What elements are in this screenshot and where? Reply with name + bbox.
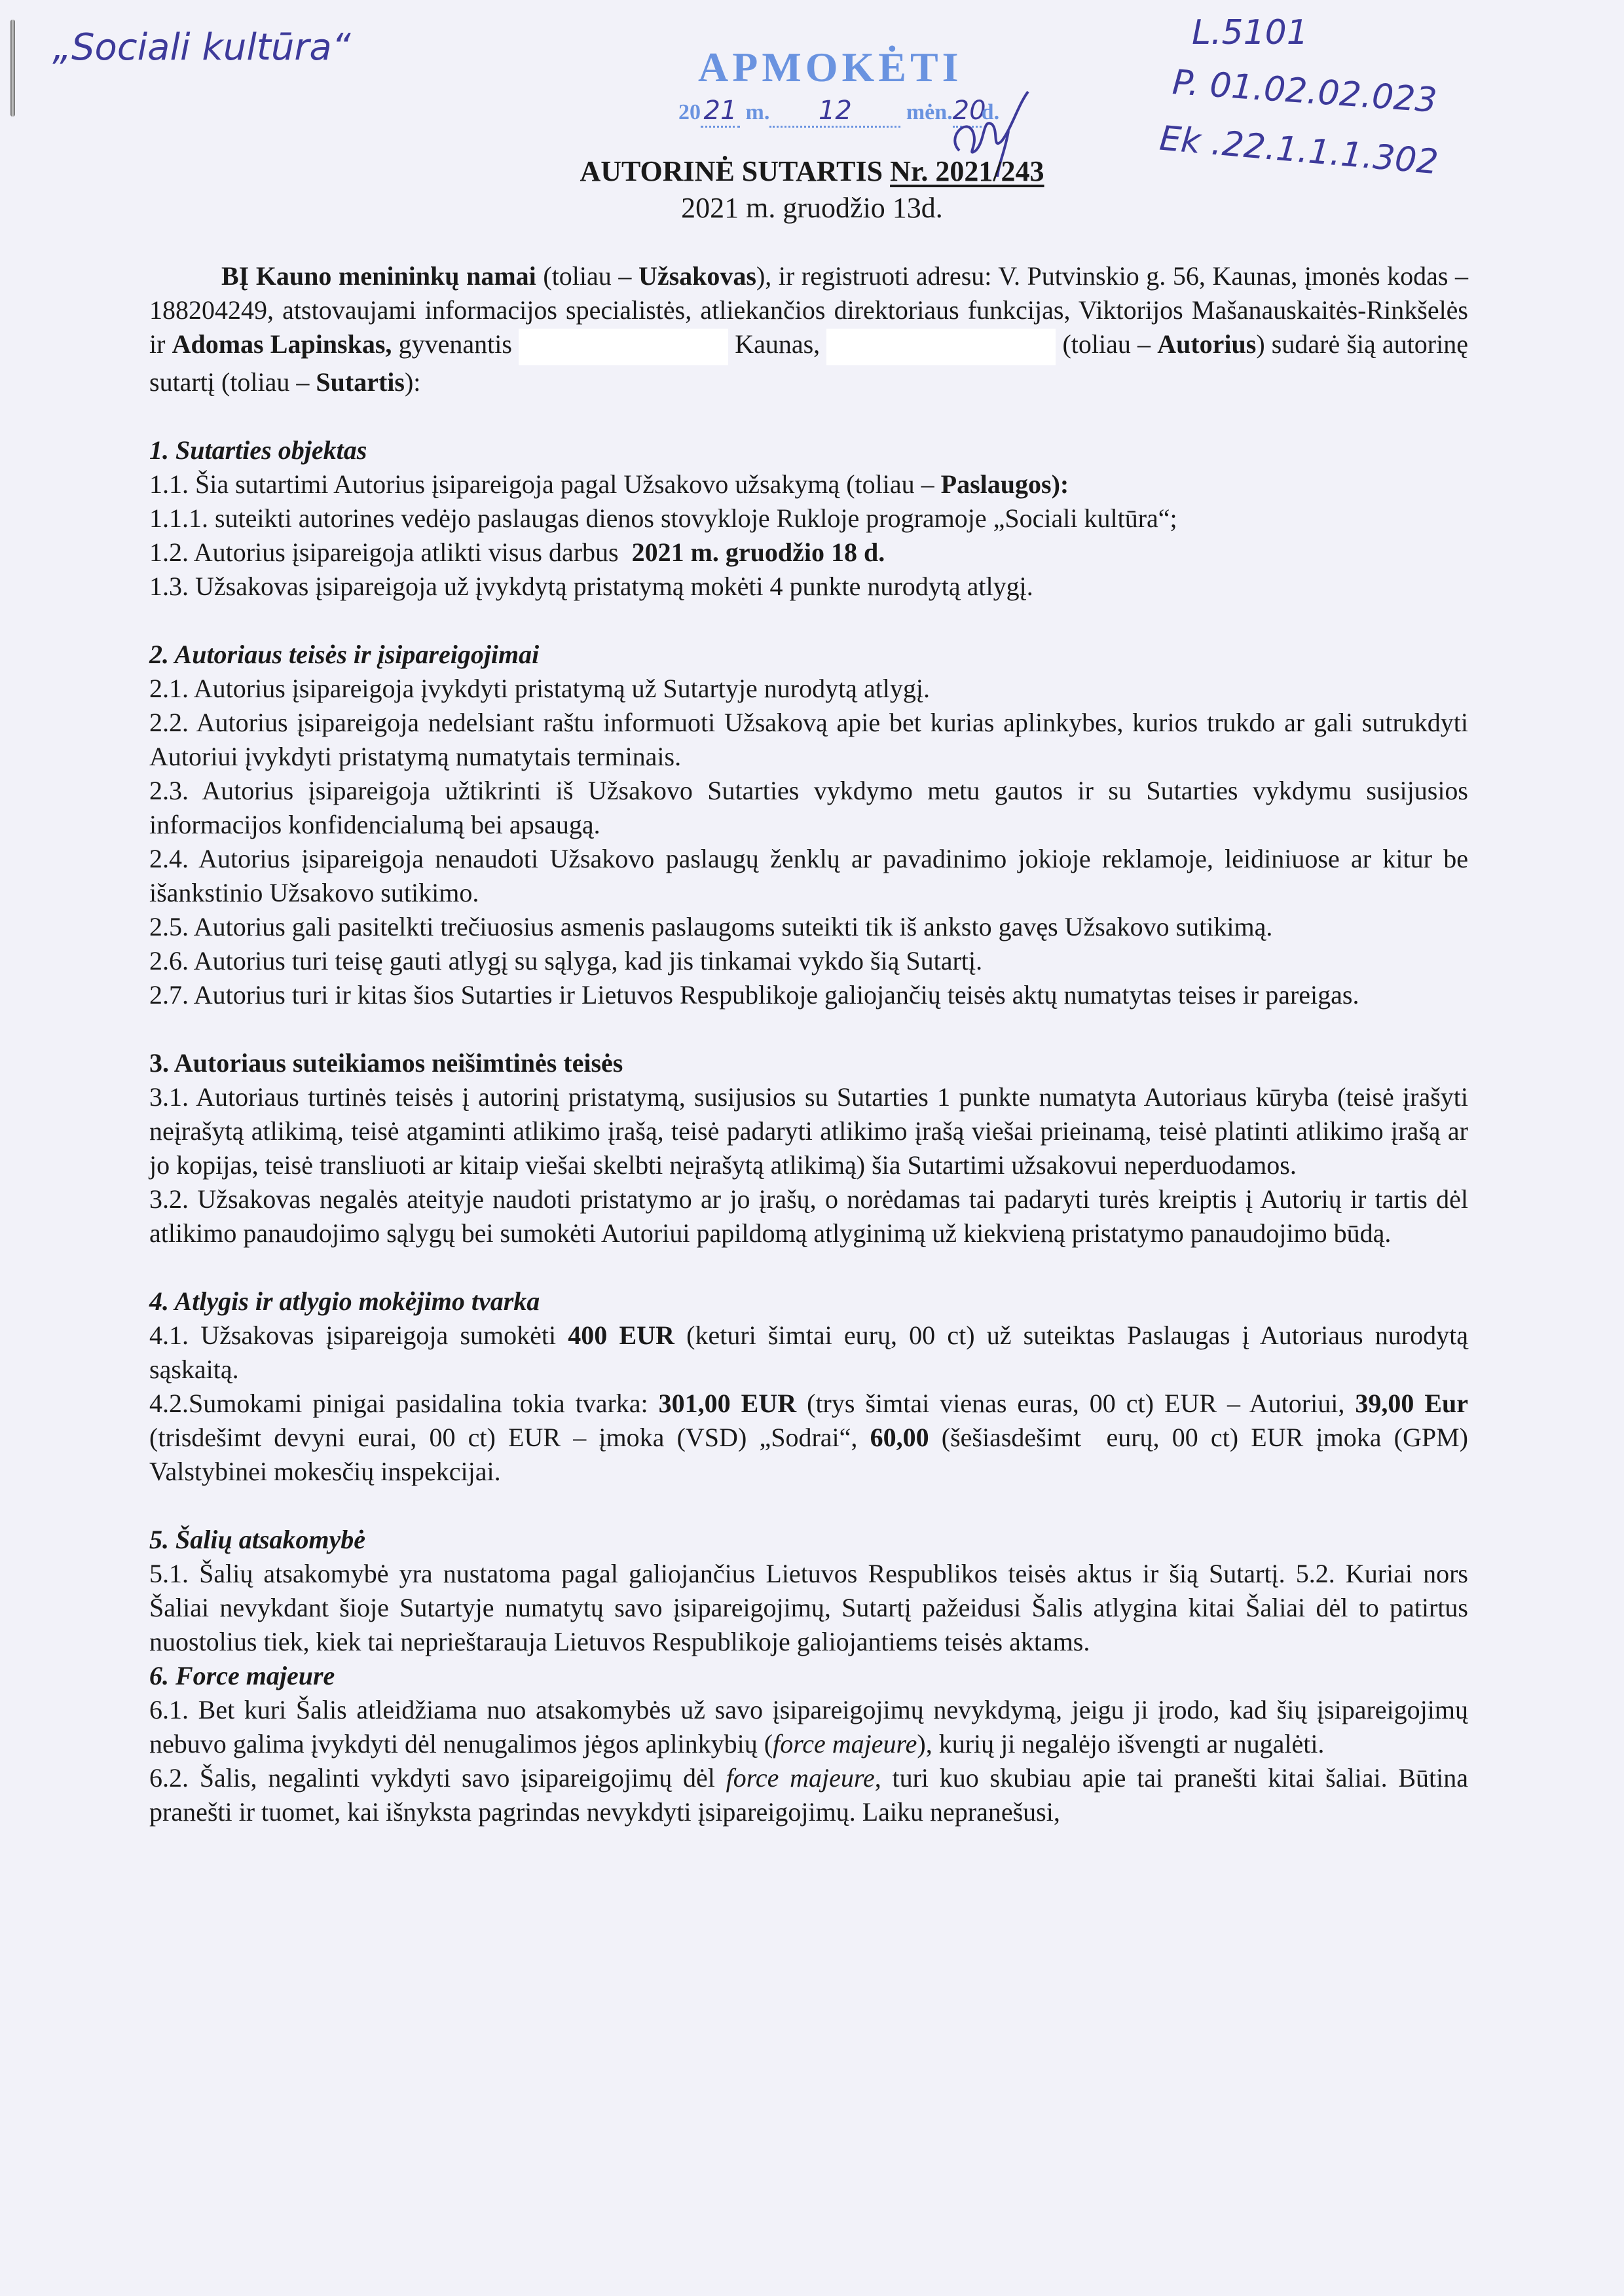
clause-1-1-1: 1.1.1. suteikti autorines vedėjo paslaugas dienos stovykloje Rukloje programoje „Sociali kultūra“; <box>149 503 1177 533</box>
clause-text: 1.2. Autorius įsipareigoja atlikti visus darbus <box>149 537 632 567</box>
paid-stamp-label: APMOKĖTI <box>698 44 963 90</box>
handwritten-code-3: Ek .22.1.1.1.302 <box>1158 118 1440 183</box>
clause-2-2: 2.2. Autorius įsipareigoja nedelsiant raštu informuoti Užsakovą apie bet kurias aplinkybes, kurios trukdo ar gali sutrukdyti Autoriui įvykdyti pristatymą numatytais terminais. <box>149 707 1468 771</box>
clause-text: (šešiasdešimt eurų, 00 ct) EUR įmoka (GPM) Valstybinei mokesčių inspekcijai. <box>149 1422 1475 1486</box>
org-name: BĮ Kauno menininkų namai <box>221 261 536 291</box>
clause-6-1 <box>149 1693 1468 1761</box>
intro-text: ) sudarė šią autorinę sutartį (toliau – <box>149 329 1468 397</box>
clause-text: 4.2.Sumokami pinigai pasidalina tokia tvarka: <box>149 1388 659 1418</box>
clause-text: 6.1. Bet kuri Šalis atleidžiama nuo atsakomybės už savo įsipareigojimų nevykdymą, jeigu ji įrodo, kad šių įsipareigojimų nebuvo galima įvykdyti dėl nenugalimos jėgos aplinkybių ( <box>149 1694 1468 1758</box>
stamp-men-label: mėn. <box>906 100 953 124</box>
stamp-year-prefix: 20 <box>678 100 701 124</box>
force-majeure-term: force majeure <box>773 1728 917 1758</box>
stamp-month: 12 <box>769 96 900 128</box>
clause-4-2 <box>149 1387 1475 1489</box>
stamp-m-label: m. <box>745 100 770 124</box>
section-3-heading: 3. Autoriaus suteikiamos neišimtinės teisės <box>149 1048 623 1078</box>
clause-2-7: 2.7. Autorius turi ir kitas šios Sutarties ir Lietuvos Respublikoje galiojančių teisės aktų numatytas teises ir pareigas. <box>149 979 1359 1010</box>
services-term: Paslaugos): <box>940 469 1069 499</box>
intro-text: (toliau – <box>536 261 638 291</box>
section-1-heading: 1. Sutarties objektas <box>149 435 367 465</box>
contract-date: 2021 m. gruodžio 13d. <box>681 192 943 224</box>
clause-text: ), kurių ji negalėjo išvengti ar nugalėti. <box>917 1728 1325 1758</box>
intro-text: ), ir registruoti adresu: V. Putvinskio g. 56, Kaunas, įmonės kodas – 188204249, atstovaujami informacijos specialistės, atliekančios direktoriaus funkcijas, Viktorijos Mašanauskaitės-Rinkšelės ir <box>149 261 1468 359</box>
clause-5-1: 5.1. Šalių atsakomybė yra nustatoma pagal galiojančius Lietuvos Respublikos teisės aktus ir šią Sutartį. 5.2. Kuriai nors Šaliai nevykdant šioje Sutartyje numatytų savo įsipareigojimų, Sutartį pažeidusi Šalis atlygina kitai Šaliai dėl to patirtus nuostolius tiek, kiek tai neprieštarauja Lietuvos Respublikoje galiojantiems teisės aktams. <box>149 1558 1468 1656</box>
clause-text: , turi kuo skubiau apie tai pranešti kitai šaliai. Būtina pranešti ir tuomet, kai išnyksta pagrindas nevykdyti įsipareigojimų. Laiku nepranešusi, <box>149 1762 1468 1827</box>
contract-term: Sutartis <box>316 367 405 397</box>
clause-text: (trisdešimt devyni eurai, 00 ct) EUR – įmoka (VSD) „Sodrai“, <box>149 1422 870 1452</box>
clause-text: 6.2. Šalis, negalinti vykdyti savo įsipareigojimų dėl <box>149 1762 726 1793</box>
gpm-amount: 60,00 <box>870 1422 929 1452</box>
clause-3-1: 3.1. Autoriaus turtinės teisės į autorinį pristatymą, susijusios su Sutarties 1 punkte numatyta Autoriaus kūryba (teisė įrašyti neįrašytą atlikimą, teisė atgaminti atlikimo įrašą, teisė padaryti atlikimo įrašą viešai prieinamą, teisė platinti atlikimo įrašą ar jo kopijas, teisė transliuoti ar kitaip viešai skelbti neįrašytą atlikimą) šia Sutartimi užsakovui neperduodamos. <box>149 1082 1468 1180</box>
clause-text: 4.1. Užsakovas įsipareigoja sumokėti <box>149 1320 568 1350</box>
clause-1-2 <box>149 536 1468 570</box>
section-5-heading: 5. Šalių atsakomybė <box>149 1524 366 1554</box>
contract-title <box>0 155 1624 188</box>
clause-2-1: 2.1. Autorius įsipareigoja įvykdyti pristatymą už Sutartyje nurodytą atlygį. <box>149 673 931 703</box>
clause-text: (trys šimtai vienas euras, 00 ct) EUR – Autoriui, <box>796 1388 1356 1418</box>
staple-mark <box>10 20 15 117</box>
redacted-address <box>519 329 728 365</box>
redacted-personal-code <box>826 329 1056 365</box>
intro-text: (toliau – <box>1056 329 1158 359</box>
clause-2-4: 2.4. Autorius įsipareigoja nenaudoti Užsakovo paslaugų ženklų ar pavadinimo jokioje reklamoje, leidiniuose ar kitur be išankstinio Užsakovo sutikimo. <box>149 843 1468 907</box>
clause-1-3: 1.3. Užsakovas įsipareigoja už įvykdytą pristatymą mokėti 4 punkte nurodytą atlygį. <box>149 571 1033 601</box>
stamp-year: 21 <box>701 96 740 128</box>
stamp-day: 20 <box>953 96 982 128</box>
customer-term: Užsakovas <box>638 261 756 291</box>
author-term: Autorius <box>1157 329 1257 359</box>
clause-2-3: 2.3. Autorius įsipareigoja užtikrinti iš Užsakovo Sutarties vykdymo metu gautos ir su Sutarties vykdymu susijusios informacijos konfidencialumą bei apsaugą. <box>149 775 1468 839</box>
handwritten-code-1: L.5101 <box>1192 13 1308 52</box>
clause-6-2 <box>149 1761 1468 1829</box>
clause-1-1 <box>149 467 1468 501</box>
section-6-heading: 6. Force majeure <box>149 1660 335 1690</box>
author-amount: 301,00 EUR <box>658 1388 797 1418</box>
clause-2-6: 2.6. Autorius turi teisę gauti atlygį su sąlyga, kad jis tinkamai vykdo šią Sutartį. <box>149 945 983 975</box>
clause-text: (keturi šimtai eurų, 00 ct) už suteiktas Paslaugas į Autoriaus nurodytą sąskaitą. <box>149 1320 1468 1384</box>
clause-2-5: 2.5. Autorius gali pasitelkti trečiuosius asmenis paslaugoms suteikti tik iš anksto gavęs Užsakovo sutikimą. <box>149 911 1273 941</box>
intro-text: gyvenantis <box>392 329 519 359</box>
deadline-date: 2021 m. gruodžio 18 d. <box>631 537 885 567</box>
contract-number: Nr. 2021/243 <box>890 155 1044 187</box>
section-4-heading: 4. Atlygis ir atlygio mokėjimo tvarka <box>149 1286 540 1316</box>
intro-text: Kaunas, <box>728 329 827 359</box>
vsd-amount: 39,00 Eur <box>1355 1388 1469 1418</box>
force-majeure-term: force majeure <box>726 1762 875 1793</box>
clause-3-2: 3.2. Užsakovas negalės ateityje naudoti pristatymo ar jo įrašų, o norėdamas tai padaryti turės kreiptis į Autorių ir tartis dėl atlikimo panaudojimo sąlygų bei sumokėti Autoriui papildomą atlyginimą už kiekvieną pristatymo panaudojimo būdą. <box>149 1184 1468 1248</box>
author-name: Adomas Lapinskas, <box>172 329 392 359</box>
section-2-heading: 2. Autoriaus teisės ir įsipareigojimai <box>149 639 540 669</box>
stamp-d-label: d. <box>981 100 1000 124</box>
contract-body <box>149 259 1475 1829</box>
contract-title-text: AUTORINĖ SUTARTIS <box>580 155 891 187</box>
intro-paragraph <box>149 259 1468 399</box>
handwritten-note-program: „Sociali kultūra“ <box>52 26 351 69</box>
total-amount: 400 EUR <box>568 1320 674 1350</box>
clause-text: 1.1. Šia sutartimi Autorius įsipareigoja pagal Užsakovo užsakymą (toliau – <box>149 469 941 499</box>
intro-text: ): <box>404 367 421 397</box>
clause-4-1 <box>149 1319 1468 1387</box>
handwritten-code-2: P. 01.02.02.023 <box>1171 62 1439 121</box>
